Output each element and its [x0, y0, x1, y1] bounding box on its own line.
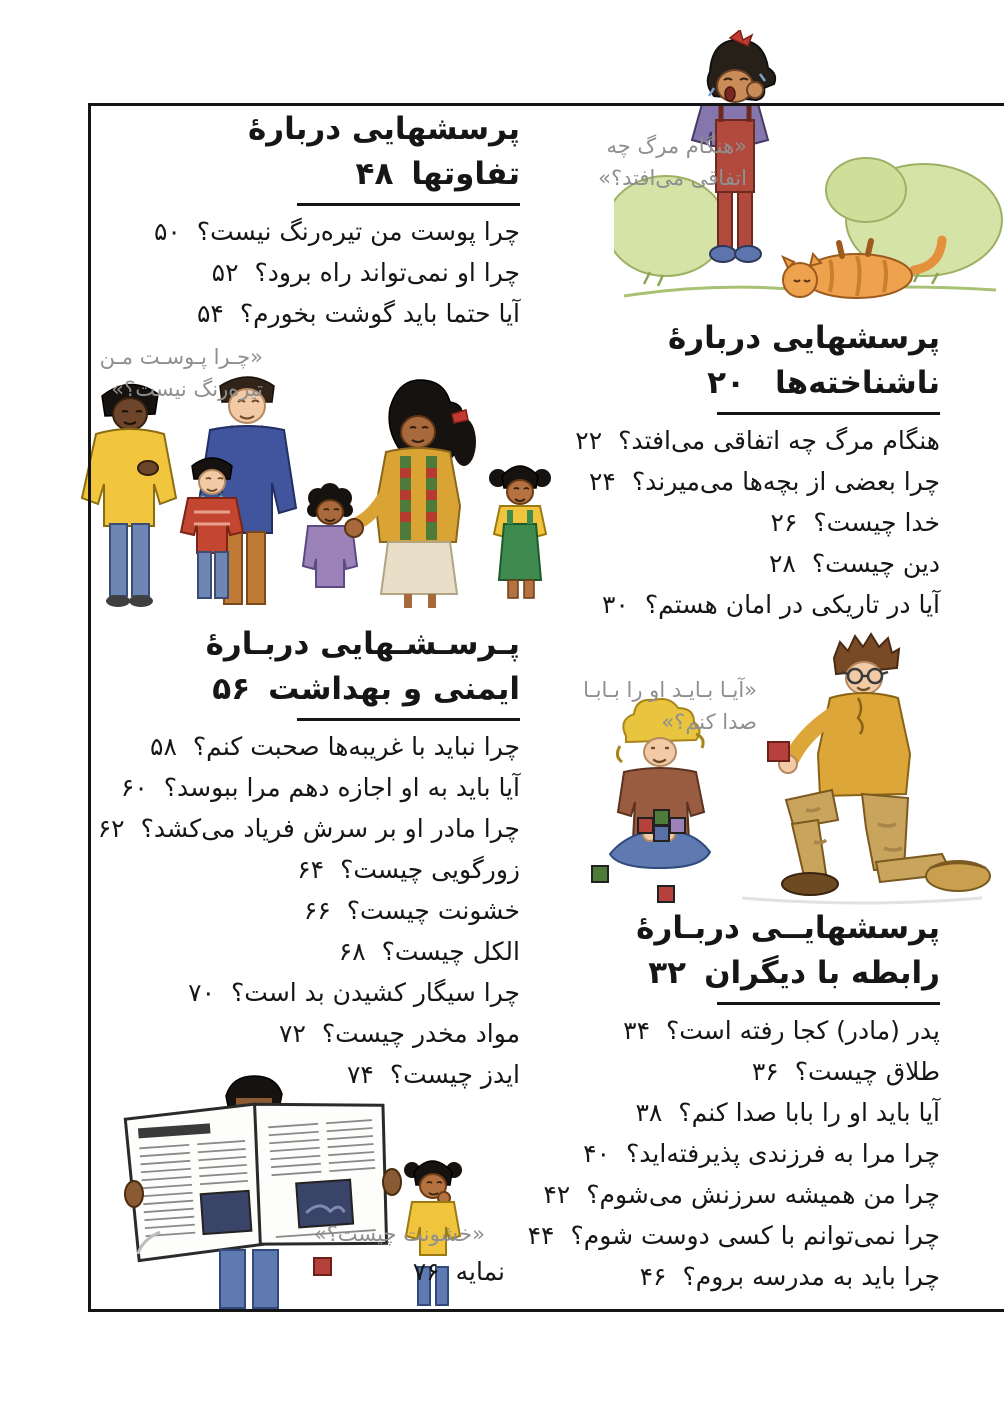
toc-item-question: خشونت چیست؟ [346, 896, 520, 925]
toc-item-question: زورگویی چیست؟ [340, 855, 520, 884]
toc-item [520, 1256, 940, 1297]
caption-death-question [598, 130, 747, 194]
toc-item-question: چرا سیگار کشیدن بد است؟ [231, 978, 520, 1007]
section-title-line1: پرسشهایــی دربـارهٔ [636, 910, 940, 946]
toc-item-question: چرا من همیشه سرزنش می‌شوم؟ [586, 1180, 940, 1209]
section-start-page: ۳۲ [648, 955, 687, 991]
caption-line: اتفاقی می‌افتد؟» [598, 166, 747, 190]
toc-item-page-number: ۲۴ [588, 467, 616, 496]
toc-item-page-number: ۷۲ [279, 1019, 306, 1048]
toc-items [80, 211, 520, 334]
toc-section-unknowns [520, 316, 940, 625]
toc-section-relationships [520, 906, 940, 1297]
section-title-line1: پرسشهایی دربارهٔ [667, 320, 940, 356]
toc-item-question: الکل چیست؟ [381, 937, 520, 966]
toc-item-question: ایدز چیست؟ [389, 1060, 520, 1089]
toc-item-page-number: ۵۲ [211, 258, 239, 287]
toc-item-page-number: ۲۲ [575, 426, 603, 455]
toc-item-page-number: ۲۸ [768, 549, 796, 578]
section-title-line2 [520, 361, 940, 406]
toc-item-page-number: ۲۶ [770, 508, 798, 537]
toc-item-question: پدر (مادر) کجا رفته است؟ [666, 1016, 940, 1045]
toc-item-page-number: ۷۴ [346, 1060, 374, 1089]
caption-dad-question [583, 674, 757, 738]
toc-item-page-number: ۴۴ [527, 1221, 555, 1250]
caption-line: «هنگام مرگ چه [606, 134, 747, 158]
section-title-line2 [80, 667, 520, 712]
toc-item-page-number: ۳۴ [623, 1016, 650, 1045]
toc-item-question: خدا چیست؟ [813, 508, 940, 537]
toc-item-page-number: ۶۸ [338, 937, 366, 966]
section-rule [717, 1002, 940, 1005]
toc-items [80, 726, 520, 1095]
toc-item [520, 1215, 940, 1256]
caption-line: تیره‌رنگ نیست؟» [111, 377, 263, 401]
toc-item-question: طلاق چیست؟ [794, 1057, 940, 1086]
toc-item-question: چرا مرا به فرزندی پذیرفته‌اید؟ [626, 1139, 940, 1168]
section-title-label: ایمنی و بهداشت [268, 671, 520, 707]
toc-item-page-number: ۶۶ [303, 896, 331, 925]
toc-item [80, 931, 520, 972]
toc-item [80, 767, 520, 808]
section-title-line1: پرسشهایی دربارهٔ [247, 111, 520, 147]
toc-item-page-number: ۳۰ [601, 590, 629, 619]
toc-item-question: چرا بعضی از بچه‌ها می‌میرند؟ [631, 467, 940, 496]
toc-item-question: آیا باید او را بابا صدا کنم؟ [678, 1098, 940, 1127]
section-rule [297, 718, 520, 721]
toc-item-question: هنگام مرگ چه اتفاقی می‌افتد؟ [618, 426, 940, 455]
toc-item-question: مواد مخدر چیست؟ [321, 1019, 520, 1048]
section-rule [297, 203, 520, 206]
section-title-line2 [80, 152, 520, 197]
toc-item [80, 252, 520, 293]
toc-item-page-number: ۶۰ [120, 773, 148, 802]
toc-section-differences [80, 107, 520, 334]
toc-item-question: آیا حتما باید گوشت بخورم؟ [239, 299, 520, 328]
section-title-label: تفاوتها [411, 156, 520, 192]
toc-item [520, 1174, 940, 1215]
toc-item [520, 502, 940, 543]
toc-item [80, 849, 520, 890]
toc-item [520, 1051, 940, 1092]
section-start-page: ۴۸ [355, 156, 394, 192]
toc-item [80, 972, 520, 1013]
toc-item-page-number: ۴۰ [583, 1139, 611, 1168]
toc-item-page-number: ۳۸ [635, 1098, 663, 1127]
toc-item-question: چرا نباید با غریبه‌ها صحبت کنم؟ [192, 732, 520, 761]
toc-item [80, 211, 520, 252]
toc-item-page-number: ۶۴ [297, 855, 325, 884]
toc-item [520, 584, 940, 625]
caption-line: «چـرا پـوسـت مـن [99, 345, 263, 369]
section-title-label: رابطه با دیگران [704, 955, 940, 991]
index-page-number: ۷۶ [412, 1257, 440, 1286]
index-entry [413, 1251, 505, 1292]
toc-item-page-number: ۳۶ [751, 1057, 779, 1086]
toc-item-question: چرا او نمی‌تواند راه برود؟ [254, 258, 520, 287]
toc-item [520, 1010, 940, 1051]
toc-item-question: آیا باید به او اجازه دهم مرا ببوسد؟ [163, 773, 520, 802]
toc-item [520, 420, 940, 461]
toc-items [520, 420, 940, 625]
caption-line: صدا کنم؟» [661, 710, 757, 734]
section-rule [717, 412, 940, 415]
toc-item-question: چرا مادر او بر سرش فریاد می‌کشد؟ [140, 814, 520, 843]
toc-item [80, 726, 520, 767]
toc-item-page-number: ۴۲ [543, 1180, 571, 1209]
section-title-line2 [520, 951, 940, 996]
index-label: نمایه [455, 1257, 505, 1286]
toc-items [520, 1010, 940, 1297]
toc-item [80, 1013, 520, 1054]
toc-item-page-number: ۷۰ [188, 978, 215, 1007]
section-title-label: ناشناخته‌ها [775, 365, 940, 401]
toc-item-page-number: ۵۰ [153, 217, 181, 246]
section-start-page: ۲۰ [707, 365, 745, 401]
toc-section-safety-health [80, 622, 520, 1095]
toc-item-page-number: ۵۸ [150, 732, 177, 761]
toc-item-question: دین چیست؟ [811, 549, 940, 578]
caption-violence-question [314, 1218, 485, 1250]
caption-skin-question [100, 341, 263, 405]
toc-item-page-number: ۶۲ [97, 814, 125, 843]
toc-item-question: چرا نمی‌توانم با کسی دوست شوم؟ [570, 1221, 940, 1250]
section-title-line1: پـرسـشـهایی دربـارهٔ [205, 626, 520, 662]
toc-item-question: آیا در تاریکی در امان هستم؟ [644, 590, 940, 619]
toc-item [80, 890, 520, 931]
toc-item-question: چرا باید به مدرسه بروم؟ [682, 1262, 940, 1291]
toc-item [520, 461, 940, 502]
section-start-page: ۵۶ [212, 671, 251, 707]
toc-item [80, 293, 520, 334]
caption-line: «خشونت چیست؟» [313, 1222, 485, 1246]
toc-item-page-number: ۵۴ [196, 299, 224, 328]
toc-item [520, 543, 940, 584]
toc-item [80, 808, 520, 849]
toc-item [520, 1092, 940, 1133]
toc-item [520, 1133, 940, 1174]
toc-item-question: چرا پوست من تیره‌رنگ نیست؟ [196, 217, 520, 246]
toc-item [80, 1054, 520, 1095]
caption-line: «آیـا بـایـد او را بـابـا [583, 678, 757, 702]
toc-item-page-number: ۴۶ [639, 1262, 667, 1291]
